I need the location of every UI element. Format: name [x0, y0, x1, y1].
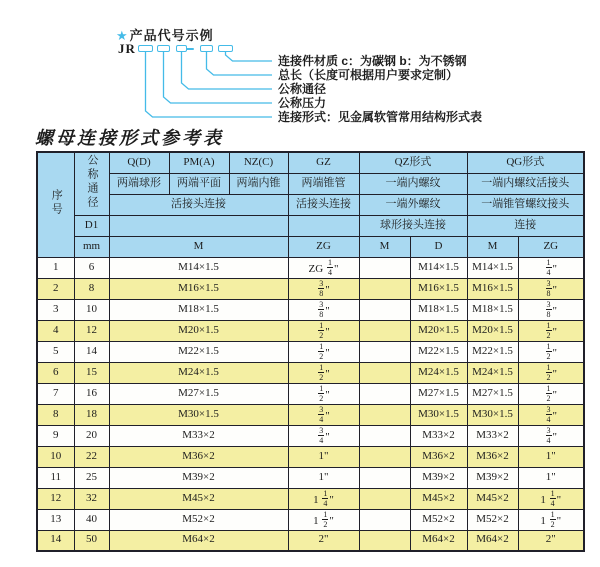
table-cell: M64×2: [467, 530, 518, 551]
table-cell: M33×2: [467, 425, 518, 446]
table-cell: M30×1.5: [109, 404, 288, 425]
table-cell: M18×1.5: [109, 299, 288, 320]
header-desc-qg: 一端内螺纹活接头: [467, 173, 584, 194]
table-cell: M14×1.5: [467, 257, 518, 278]
table-row: [37, 509, 584, 530]
star-icon: ★: [116, 28, 129, 43]
table-cell: 25: [74, 467, 109, 488]
code-legend-label: 公称压力: [278, 96, 327, 110]
table-cell: 2": [288, 530, 359, 551]
table-cell: M52×2: [467, 509, 518, 530]
header-mm: mm: [74, 236, 109, 257]
code-legend-label: 连接形式：见金属软管常用结构形式表: [278, 110, 483, 124]
code-legend-label: 连接件材质 c：为碳钢 b：为不锈钢: [278, 54, 467, 68]
table-cell: 32: [74, 488, 109, 509]
header-union-connection: 活接头连接: [109, 194, 288, 215]
table-cell: M22×1.5: [467, 341, 518, 362]
table-header: [37, 152, 584, 257]
table-cell: M45×2: [410, 488, 467, 509]
table-row: [37, 278, 584, 299]
table-cell: [359, 488, 410, 509]
product-code-prefix: JR: [118, 41, 136, 56]
table-cell: 22: [74, 446, 109, 467]
table-cell: M27×1.5: [109, 383, 288, 404]
table-cell: [359, 341, 410, 362]
table-cell: M14×1.5: [109, 257, 288, 278]
table-cell: 50: [74, 530, 109, 551]
table-cell: [359, 320, 410, 341]
table-cell: M30×1.5: [467, 404, 518, 425]
table-cell: 18: [74, 404, 109, 425]
table-cell: M30×1.5: [410, 404, 467, 425]
table-cell: 20: [74, 425, 109, 446]
table-cell: [359, 278, 410, 299]
header-seq: 序号: [37, 152, 74, 257]
table-cell: M24×1.5: [467, 362, 518, 383]
table-cell: [359, 530, 410, 551]
header-external-thread: 一端外螺纹: [359, 194, 467, 215]
table-row: [37, 362, 584, 383]
table-cell: [359, 257, 410, 278]
header-ball-joint-connection: 球形接头连接: [359, 215, 467, 236]
code-legend-label: 公称通径: [278, 82, 327, 96]
table-cell: 1: [37, 257, 74, 278]
table-cell: M36×2: [109, 446, 288, 467]
table-cell: 6: [74, 257, 109, 278]
table-title: 螺母连接形式参考表: [35, 128, 224, 148]
header-type-nzc: NZ(C): [229, 152, 288, 173]
table-cell: $\frac{3}{8}$ ": [518, 278, 584, 299]
table-cell: 7: [37, 383, 74, 404]
header-unit-qg-zg: ZG: [518, 236, 584, 257]
table-cell: $\frac{3}{4}$ ": [518, 404, 584, 425]
header-unit-qz-m: M: [359, 236, 410, 257]
table-row: [37, 425, 584, 446]
table-cell: 40: [74, 509, 109, 530]
table-cell: 8: [74, 278, 109, 299]
header-unit-m: M: [109, 236, 288, 257]
table-cell: M39×2: [410, 467, 467, 488]
table-cell: M22×1.5: [109, 341, 288, 362]
header-empty-cell: [109, 215, 288, 236]
table-cell: $\frac{3}{8}$ ": [518, 299, 584, 320]
table-cell: 1 $\frac{1}{4}$ ": [518, 488, 584, 509]
table-cell: $\frac{1}{2}$ ": [518, 341, 584, 362]
header-desc-qd: 两端球形: [109, 173, 169, 194]
table-cell: [359, 404, 410, 425]
table-cell: $\frac{3}{8}$ ": [288, 278, 359, 299]
table-cell: $\frac{1}{2}$ ": [288, 383, 359, 404]
table-cell: M20×1.5: [467, 320, 518, 341]
table-cell: 9: [37, 425, 74, 446]
table-cell: 12: [74, 320, 109, 341]
table-cell: 15: [74, 362, 109, 383]
table-row: [37, 467, 584, 488]
table-cell: M24×1.5: [410, 362, 467, 383]
table-row: [37, 488, 584, 509]
table-cell: M64×2: [109, 530, 288, 551]
header-connection: 连接: [467, 215, 584, 236]
header-unit-qz-d: D: [410, 236, 467, 257]
table-row: [37, 341, 584, 362]
code-field-box: [157, 45, 170, 52]
table-cell: $\frac{1}{2}$ ": [288, 362, 359, 383]
table-cell: M16×1.5: [467, 278, 518, 299]
table-cell: M27×1.5: [467, 383, 518, 404]
table-cell: 1 $\frac{1}{2}$ ": [518, 509, 584, 530]
table-cell: 2: [37, 278, 74, 299]
table-cell: 14: [74, 341, 109, 362]
code-field-box: [200, 45, 213, 52]
table-cell: M39×2: [467, 467, 518, 488]
header-desc-gz: 两端锥管: [288, 173, 359, 194]
table-cell: 14: [37, 530, 74, 551]
table-cell: 8: [37, 404, 74, 425]
table-cell: $\frac{1}{2}$ ": [518, 320, 584, 341]
code-field-box: [138, 45, 153, 52]
table-row: [37, 257, 584, 278]
table-cell: 16: [74, 383, 109, 404]
table-cell: $\frac{1}{2}$ ": [288, 320, 359, 341]
table-cell: 4: [37, 320, 74, 341]
table-cell: 5: [37, 341, 74, 362]
table-cell: M36×2: [467, 446, 518, 467]
table-row: [37, 446, 584, 467]
header-type-qg: QG形式: [467, 152, 584, 173]
table-cell: [359, 299, 410, 320]
table-cell: 1": [518, 446, 584, 467]
nut-connection-reference-table: [36, 151, 585, 552]
table-cell: 1 $\frac{1}{4}$ ": [288, 488, 359, 509]
table-cell: [359, 362, 410, 383]
table-cell: $\frac{1}{2}$ ": [288, 341, 359, 362]
header-taper-thread-joint: 一端锥管螺纹接头: [467, 194, 584, 215]
table-cell: M33×2: [410, 425, 467, 446]
table-cell: 3: [37, 299, 74, 320]
header-unit-qg-m: M: [467, 236, 518, 257]
table-cell: M39×2: [109, 467, 288, 488]
table-cell: [359, 446, 410, 467]
table-cell: 1": [288, 446, 359, 467]
table-cell: [359, 467, 410, 488]
code-field-box: [218, 45, 233, 52]
table-cell: $\frac{3}{4}$ ": [518, 425, 584, 446]
table-cell: M14×1.5: [410, 257, 467, 278]
table-cell: M24×1.5: [109, 362, 288, 383]
header-d1: D1: [74, 215, 109, 236]
header-empty-cell: [288, 215, 359, 236]
header-nominal-diameter: 公称通径: [74, 152, 109, 215]
table-cell: M52×2: [109, 509, 288, 530]
header-desc-pma: 两端平面: [169, 173, 229, 194]
table-cell: 10: [74, 299, 109, 320]
table-cell: M18×1.5: [410, 299, 467, 320]
table-cell: M16×1.5: [109, 278, 288, 299]
table-cell: 11: [37, 467, 74, 488]
table-row: [37, 404, 584, 425]
table-cell: [359, 509, 410, 530]
table-cell: 1 $\frac{1}{2}$ ": [288, 509, 359, 530]
header-type-qz: QZ形式: [359, 152, 467, 173]
product-code-example-label: 产品代号示例: [129, 28, 214, 43]
table-cell: M16×1.5: [410, 278, 467, 299]
table-cell: M52×2: [410, 509, 467, 530]
table-cell: [359, 425, 410, 446]
table-cell: ZG $\frac{1}{4}$ ": [288, 257, 359, 278]
table-cell: 2": [518, 530, 584, 551]
header-type-gz: GZ: [288, 152, 359, 173]
table-cell: $\frac{3}{4}$ ": [288, 404, 359, 425]
code-legend-label: 总长（长度可根据用户要求定制）: [278, 68, 459, 82]
table-cell: M20×1.5: [410, 320, 467, 341]
table-row: [37, 383, 584, 404]
header-type-pma: PM(A): [169, 152, 229, 173]
table-cell: M45×2: [467, 488, 518, 509]
table-row: [37, 320, 584, 341]
table-body: [37, 257, 584, 551]
table-cell: 6: [37, 362, 74, 383]
header-desc-qz: 一端内螺纹: [359, 173, 467, 194]
table-cell: 1": [518, 467, 584, 488]
table-cell: $\frac{1}{4}$ ": [518, 257, 584, 278]
table-cell: M22×1.5: [410, 341, 467, 362]
table-cell: [359, 383, 410, 404]
table-row: [37, 299, 584, 320]
header-type-qd: Q(D): [109, 152, 169, 173]
table-cell: M36×2: [410, 446, 467, 467]
code-dash: [186, 48, 194, 50]
table-cell: $\frac{3}{4}$ ": [288, 425, 359, 446]
table-cell: M33×2: [109, 425, 288, 446]
table-cell: $\frac{1}{2}$ ": [518, 362, 584, 383]
table-cell: 13: [37, 509, 74, 530]
table-cell: $\frac{3}{8}$ ": [288, 299, 359, 320]
header-union-connection-gz: 活接头连接: [288, 194, 359, 215]
table-cell: M27×1.5: [410, 383, 467, 404]
table-cell: 10: [37, 446, 74, 467]
header-desc-nzc: 两端内锥: [229, 173, 288, 194]
table-cell: M18×1.5: [467, 299, 518, 320]
table-cell: M64×2: [410, 530, 467, 551]
table-cell: M45×2: [109, 488, 288, 509]
table-cell: 1": [288, 467, 359, 488]
table-cell: $\frac{1}{2}$ ": [518, 383, 584, 404]
table-cell: M20×1.5: [109, 320, 288, 341]
table-cell: 12: [37, 488, 74, 509]
header-unit-zg: ZG: [288, 236, 359, 257]
table-row: [37, 530, 584, 551]
